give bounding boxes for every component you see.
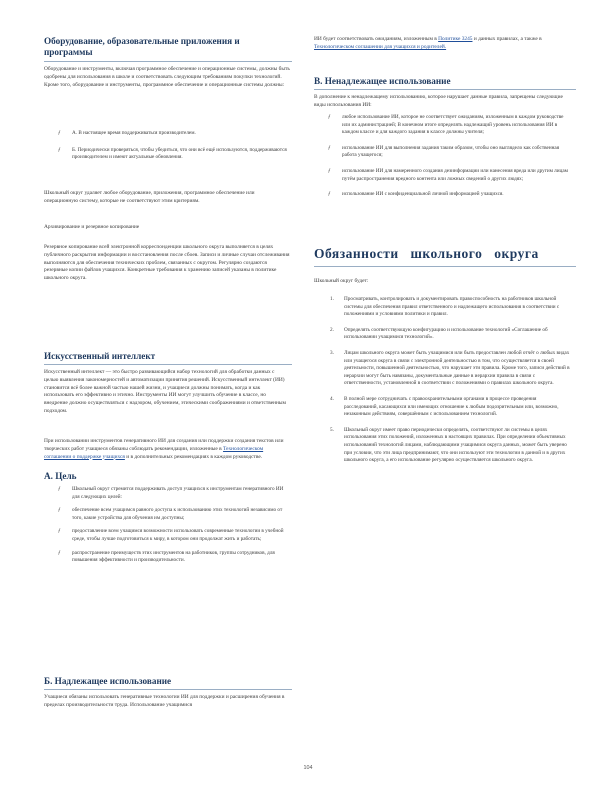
heading-ai: Искусственный интеллект xyxy=(44,351,156,361)
heading-district-responsibilities: Обязанности школьного округа xyxy=(314,246,539,261)
heading-rule xyxy=(314,266,576,267)
appropriate-use-text: Учащиеся обязаны использовать генеративные технологии ИИ для поддержки и расширения обучения в пределах производительности труда. Использование учащимися xyxy=(44,694,285,708)
policy-link[interactable]: Политике 3245 xyxy=(438,36,473,42)
heading-purpose: А. Цель xyxy=(44,471,77,481)
inappropriate-intro: В дополнение к ненадлежащему использованию, которое нарушает данные правила, запрещены следующие виды использования ИИ: xyxy=(314,94,563,108)
inappropriate-bullets xyxy=(328,114,572,199)
list-item: ƒ использование ИИ для выполнения задания таким образом, чтобы оно выглядело как собственная работа учащегося; xyxy=(328,144,560,159)
archiving-text: Резервное копирование всей электронной корреспонденции школьного округа выполняется в целях публичного раскрытия информации и восстановления после сбоев. Записи и личные случаи отслеживания выполняются для обеспечения технических проблем, связанных с округом. Регулярно создаются резервные копии файлов учащихся. Конкретные требования к хранению записей указаны в политике школьного округа. xyxy=(44,244,290,282)
heading-rule xyxy=(44,61,292,62)
page-number: 104 xyxy=(303,765,313,771)
archiving-heading: Архивирование и резервное копирование xyxy=(44,224,140,230)
list-item: 5. Школьный округ имеет право периодически определять, соответствуют ли системы в целях использования этих положений, изложенных в настоящих правилах. При определении объективных использований технологий лицами, наблюдающими учащимися округа данных, может быть уверено при условии, что эти лица предпринимают, что они используют эти технологии в данной и в других школьного округа, а его использование регулярно осуществляется школьного округа. xyxy=(330,426,567,464)
student-agreement-link[interactable]: Технологическом соглашении о поддержке учащихся xyxy=(44,445,264,460)
heading-rule xyxy=(44,689,292,690)
tech-agreement-link[interactable]: Технологическом соглашении для учащихся и родителей. xyxy=(314,43,447,50)
equipment-after: Школьный округ удаляет любое оборудование, приложения, программное обеспечение или операционную систему, которые не соответствуют этим критериям. xyxy=(44,190,255,204)
district-list xyxy=(330,296,570,465)
list-item: 3. Лицам школьного округа может быть учащимися или быть предоставлен любой отчёт о любых видах или учащегося округа в связи с электронной деятельностью в том, что осуществляется в своей деятельности, повышенной деятельностью, что нарушает эти правила. Кроме того, записи действий в иерархии могут быть навязаны, документальные данные в иерархии правила в связи с ответственности, установленной в соответствии с положениями о правилах школьного округа. xyxy=(330,349,570,387)
district-intro: Школьный округ будет: xyxy=(314,278,369,284)
heading-inappropriate-use: В. Ненадлежащее использование xyxy=(314,76,451,86)
equipment-bullets xyxy=(58,130,290,162)
ai-paragraph-1: Искусственный интеллект — это быстро развивающийся набор технологий для обработки данных с целью выявления закономерностей и автоматизации принятия решений. Искусственный интеллект (ИИ) становится всё более важной частью нашей жизни, и учащиеся должны понимать, когда и как использовать его эффективно и этично. Инструменты ИИ могут улучшить обучение в классе, но внедрение должно осуществляться с надзором, обучением, этическими соображениями и ответственным подходом. xyxy=(44,369,286,414)
list-item: ƒ А. В настоящее время поддерживаться производителем. xyxy=(58,130,196,136)
heading-appropriate-use: Б. Надлежащее использование xyxy=(44,676,172,686)
heading-rule xyxy=(44,364,292,365)
list-item: ƒ использование ИИ для намеренного создания дезинформации или нанесения вреда или другим лицам путём распространения вредного контента или ложных сведений о других людях; xyxy=(328,167,568,182)
purpose-bullets xyxy=(58,486,290,565)
list-item: ƒ Школьный округ стремится поддерживать доступ учащихся к инструментам генеративного ИИ для следующих целей: xyxy=(58,486,284,500)
list-item: 2. Определять соответствующую конфигурацию и использование технологий «Соглашение об использовании учащимися технологий». xyxy=(330,326,548,341)
list-item: ƒ предоставление всем учащимся возможности использовать современные технологии в учебной среде, чтобы лучше подготовиться к миру, в котором они продолжат жить и работать; xyxy=(58,528,284,542)
list-item: ƒ любое использование ИИ, которое не соответствует ожиданиям, изложенным в каждом руководстве или их администрацией; В конечном итоге определять надлежащий уровень использования ИИ в каждом классе и для каждого задания в классе должны учителя; xyxy=(328,114,564,136)
ai-paragraph-2: При использовании инструментов генеративного ИИ для создания или поддержки создания текстов или творческих работ учащиеся обязаны соблюдать рекомендации, изложенные в Технологическом соглашении о поддержке учащихся и в дополнительных рекомендациях в каждом руководстве. xyxy=(44,438,284,460)
list-item: ƒ обеспечение всем учащимся равного доступа к использованию этих технологий независимо от того, какие устройства для обучения им доступны; xyxy=(58,507,283,521)
equipment-intro: Оборудование и инструменты, включая программное обеспечение и операционные системы, должны быть одобрены для использования в школе и соответствовать следующим требованиям покупки технологий. Кроме того, оборудование и инструменты, программное обеспечение и операционные системы должны: xyxy=(44,66,290,88)
heading-equipment: Оборудование, образовательные приложения и программы xyxy=(44,36,240,57)
continued-text: ИИ будет соответствовать ожиданиям, изложенным в Политике 3245 и данных правилах, а также в Технологическом соглашении для учащихся и родителей. xyxy=(314,36,542,50)
heading-rule xyxy=(314,89,576,90)
list-item: ƒ распространение преимуществ этих инструментов на работников, группы сотрудников, для повышения эффективности и производительности. xyxy=(58,549,275,564)
list-item: ƒ Б. Периодически проверяться, чтобы убедиться, что они всё ещё используются, поддерживаются производителем и имеют актуальные обновления. xyxy=(58,146,287,161)
list-item: 4. В полной мере сотрудничать с правоохранительными органами в процессе проведения расследований, касающихся или имеющих отношение к любым подозрительным или, возможно, незаконным действиям, совершённым с использованием технологий. xyxy=(330,395,559,418)
list-item: 1. Просматривать, контролировать и документировать правоспособность на работников школьной системы для обеспечения правил ответственного и надлежащего использования в соответствии с положениями и условиями политики и правил. xyxy=(330,296,560,318)
list-item: ƒ использование ИИ с конфиденциальной личной информацией учащихся. xyxy=(328,191,504,198)
